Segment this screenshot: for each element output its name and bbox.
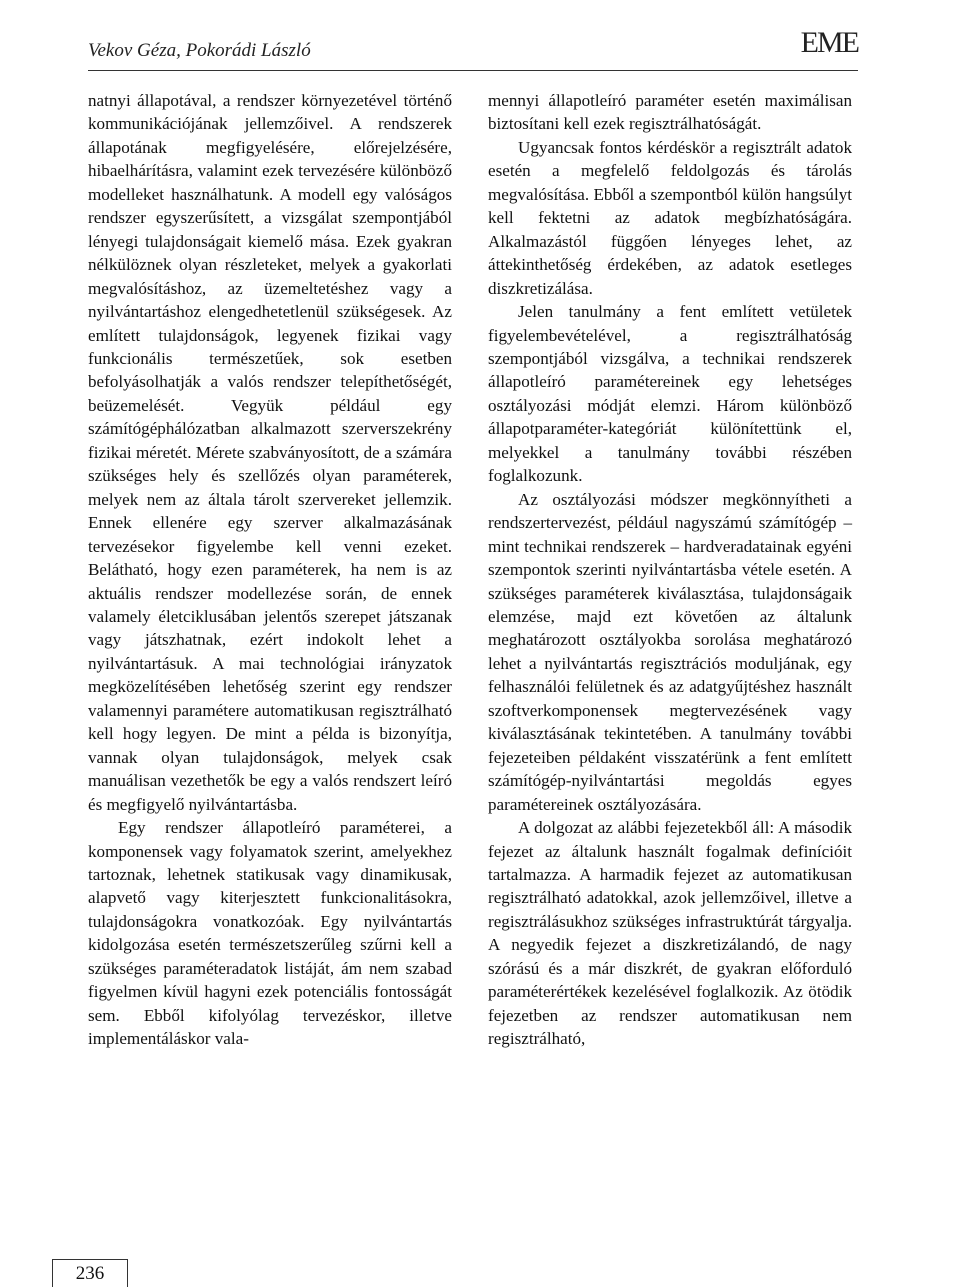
paragraph: natnyi állapotával, a rendszer környezetével történő kommunikációjának jellemzőivel. A rendszerek állapotának megfigyelésére, előrejelzésére, hibaelhárításra, valamint ezek tervezésére különböző modelleket használhatunk. A modell egy valóságos rendszer egyszerűsített, a vizsgálat szempontjából lényegi tulajdonságait kiemelő mása. Ezek gyakran nélkülöznek olyan részleteket, melyek a gyakorlati megvalósításhoz, az üzemeltetéshez vagy a nyilvántartáshoz elengedhetetlenül szükségesek. Az említett tulajdonságok, legyenek fizikai vagy funkcionális természetűek, sok esetben befolyásolhatják a valós rendszer telepíthetőségét, beüzemelését. Vegyük például egy számítógéphálózatban alkalmazott szerverszekrény fizikai méretét. Mérete szabványosított, de a számára szükséges hely és szellőzés olyan paraméterek, melyek nem az általa tárolt szervereket jellemzik. Ennek ellenére egy szerver alkalmazásának tervezésekor figyelembe kell venni ezeket. Belátható, hogy ezen paraméterek, ha nem is az aktuális rendszer modellezése során, de ennek valamely életciklusában jelentős szerepet játszanak vagy játszhatnak, ezért indokolt lehet a nyilvántartásuk. A mai technológiai irányzatok megközelítésében lehetőség szerint egy rendszer valamennyi paramétere automatikusan regisztrálható kell hogy legyen. De mint a példa is bizonyítja, vannak olyan tulajdonságok, melyek csak manuálisan vezethetők be egy a valós rendszert leíró és megfigyelő nyilvántartásba. bbox=[88, 91, 452, 814]
paragraph: mennyi állapotleíró paraméter esetén maximálisan biztosítani kell ezek regisztrálhatóságát. bbox=[488, 91, 852, 134]
header-divider bbox=[88, 70, 858, 71]
paragraph: A dolgozat az alábbi fejezetekből áll: A második fejezet az általunk használt fogalmak definícióit tartalmazza. A harmadik fejezet az automatikusan regisztrálható adatokkal, azok jellemzőivel, illetve a regisztrálásukhoz szükséges infrastruktúrát tárgyalja. A negyedik fejezet a diszkretizálandó, de nagy szórású és a már diszkrét, de gyakran előforduló paraméterértékek kezelésével foglalkozik. Az ötödik fejezetben az rendszer automatikusan nem regisztrálható, bbox=[488, 818, 852, 1049]
paragraph: Egy rendszer állapotleíró paraméterei, a komponensek vagy folyamatok szerint, amelyekhez tartoznak, lehetnek statikusak vagy dinamikusak, alapvető vagy kiterjesztett funkcionalitásokra, tulajdonságokra vonatkozóak. Egy nyilvántartás kidolgozása esetén természetszerűleg szűrni kell a szükséges paraméteradatok listáját, ám nem szabad figyelmen kívül hagyni ezek potenciális fontosságát sem. Ebből kifolyólag tervezéskor, illetve implementáláskor vala- bbox=[88, 818, 452, 1049]
page-number: 236 bbox=[52, 1259, 128, 1287]
running-header-authors: Vekov Géza, Pokorádi László bbox=[88, 40, 311, 61]
journal-logo: EME bbox=[800, 26, 858, 59]
left-column bbox=[88, 89, 452, 1051]
right-column bbox=[488, 89, 852, 1051]
paragraph: Ugyancsak fontos kérdéskör a regisztrált adatok esetén a megfelelő feldolgozás és tárolás megvalósítása. Ebből a szempontból külön hangsúlyt kell fektetni az adatok megbízhatóságára. Alkalmazástól függően lényeges lehet, az áttekinthetőség érdekében, az adatok esetleges diszkretizálása. bbox=[488, 137, 852, 298]
paragraph: Jelen tanulmány a fent említett vetületek figyelembevételével, a regisztrálhatóság szempontjából vizsgálva, a technikai rendszerek állapotleíró paramétereinek egy lehetséges osztályozási módját elemzi. Három különböző állapotparaméter-kategóriát különítettünk el, melyekkel a tanulmány további részében foglalkozunk. bbox=[488, 302, 852, 486]
paragraph: Az osztályozási módszer megkönnyítheti a rendszertervezést, például nagyszámú számítógép – mint technikai rendszerek – hardveradatainak egyéni szempontok szerinti nyilvántartásba vétele esetén. A szükséges paraméterek kiválasztása, tulajdonságaik elemzése, majd ezt követően az általunk meghatározott osztályokba sorolása meghatározó lehet a nyilvántartás regisztrációs moduljának, egy felhasználói felületnek és az adatgyűjtéshez használt szoftverkomponensek megtervezésének vagy kiválasztásának tekintetében. A tanulmány további fejezeteiben példaként visszatérünk a fent említett számítógép-nyilvántartási megoldás egyes paramétereinek osztályozására. bbox=[488, 489, 852, 814]
